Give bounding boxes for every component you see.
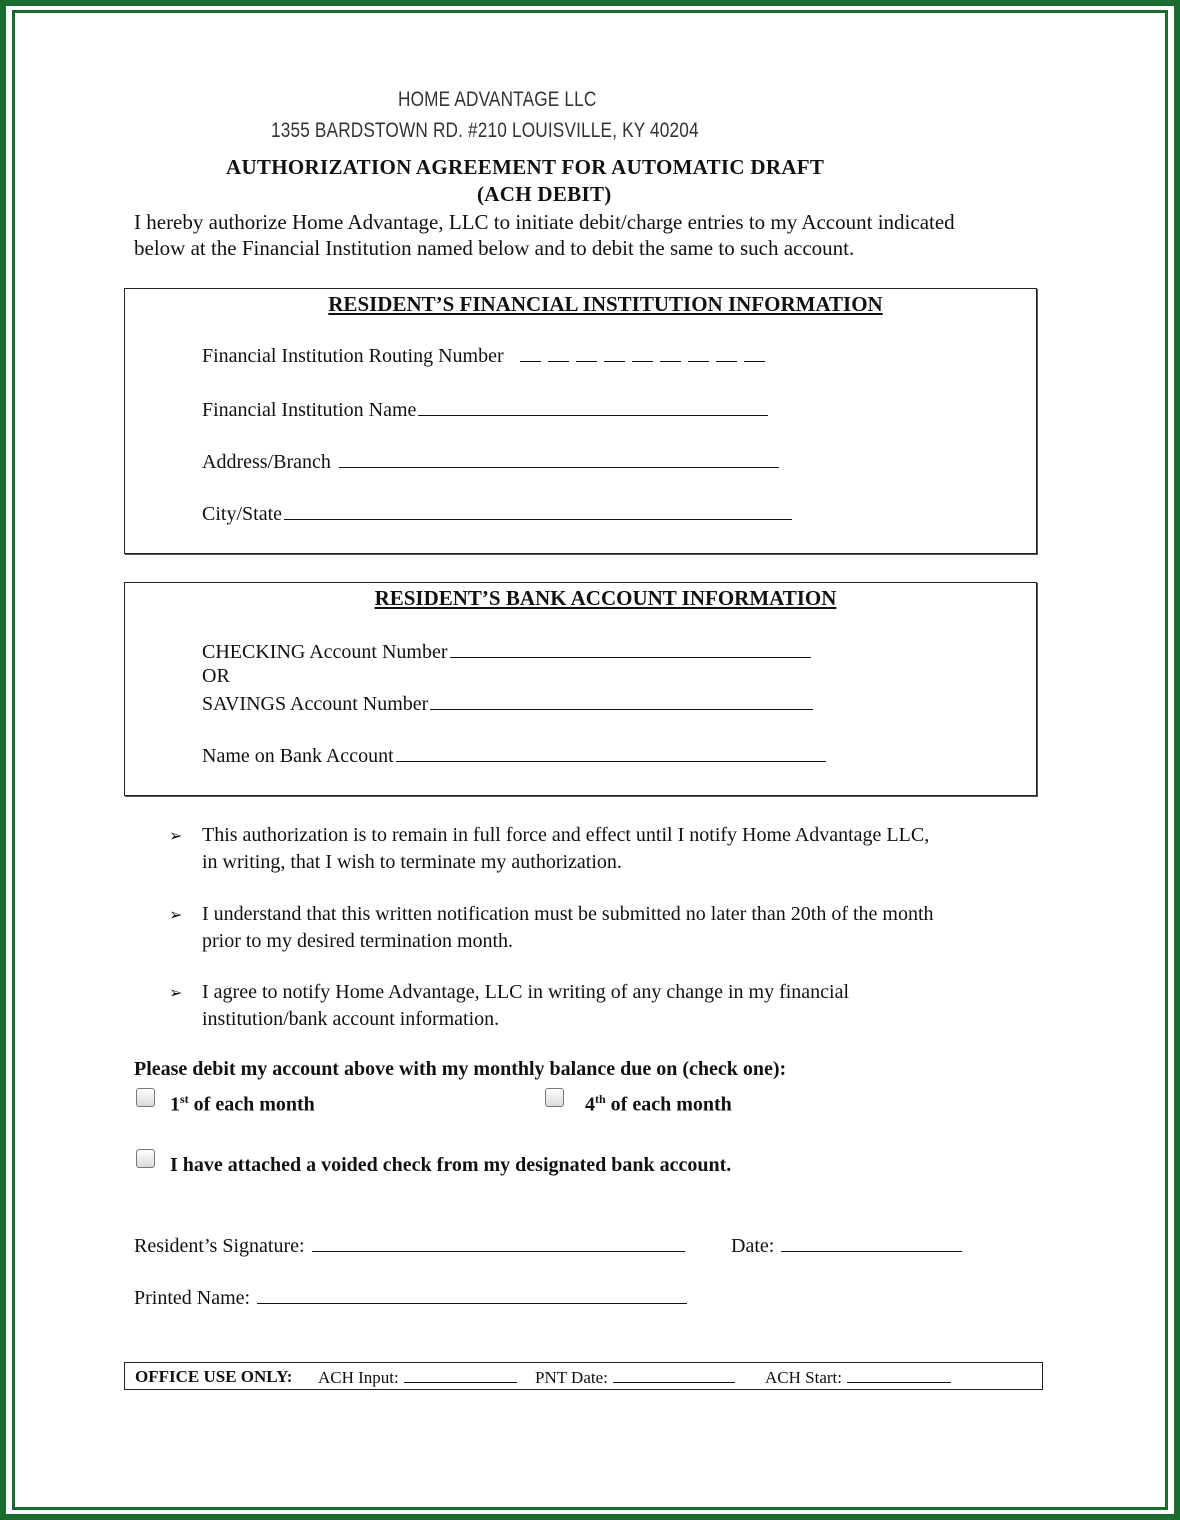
routing-digit-1[interactable] (520, 347, 541, 362)
name-on-account-label: Name on Bank Account (202, 745, 394, 767)
term-1-line-2: in writing, that I wish to terminate my authorization. (202, 851, 622, 873)
checking-account-label: CHECKING Account Number (202, 641, 448, 663)
signature-label: Resident’s Signature: (134, 1235, 305, 1257)
voided-check-label: I have attached a voided check from my designated bank account. (170, 1154, 732, 1176)
date-label: Date: (731, 1235, 775, 1257)
term-1-line-1: This authorization is to remain in full force and effect until I notify Home Advantage LLC, (202, 824, 930, 846)
routing-number-field[interactable] (202, 345, 772, 368)
office-use-label: OFFICE USE ONLY: (135, 1367, 293, 1386)
routing-digit-7[interactable] (688, 347, 709, 362)
city-state-label: City/State (202, 503, 282, 525)
ach-input-line[interactable] (404, 1367, 517, 1383)
term-item (202, 979, 849, 1033)
ach-input-field[interactable] (318, 1367, 517, 1388)
city-state-line[interactable] (284, 501, 792, 520)
savings-account-line[interactable] (430, 691, 813, 710)
ach-start-label: ACH Start: (765, 1368, 842, 1387)
signature-field[interactable] (134, 1233, 685, 1258)
first-of-month-number: 1 (170, 1093, 180, 1116)
routing-digit-6[interactable] (660, 347, 681, 362)
term-2-line-2: prior to my desired termination month. (202, 930, 514, 952)
ach-start-line[interactable] (847, 1367, 951, 1383)
first-of-month-label (170, 1092, 315, 1117)
name-on-account-line[interactable] (396, 743, 826, 762)
address-branch-field[interactable] (202, 449, 779, 474)
routing-number-label: Financial Institution Routing Number (202, 345, 504, 367)
voided-check-checkbox[interactable] (136, 1149, 155, 1168)
ach-input-label: ACH Input: (318, 1368, 399, 1387)
bank-account-section (124, 582, 1037, 796)
company-name: HOME ADVANTAGE LLC (398, 88, 597, 111)
pnt-date-line[interactable] (613, 1367, 735, 1383)
signature-line[interactable] (312, 1233, 685, 1252)
form-title: AUTHORIZATION AGREEMENT FOR AUTOMATIC DRAFT (226, 155, 825, 179)
routing-digit-2[interactable] (548, 347, 569, 362)
institution-name-label: Financial Institution Name (202, 399, 417, 421)
date-line[interactable] (781, 1233, 962, 1252)
date-field[interactable] (731, 1233, 962, 1258)
checking-account-field[interactable] (202, 639, 811, 664)
company-address: 1355 BARDSTOWN RD. #210 LOUISVILLE, KY 40204 (271, 119, 699, 142)
routing-digit-4[interactable] (604, 347, 625, 362)
routing-digit-3[interactable] (576, 347, 597, 362)
fourth-of-month-text: of each month (610, 1093, 732, 1116)
institution-name-field[interactable] (202, 397, 768, 422)
checking-account-line[interactable] (450, 639, 811, 658)
form-subtitle: (ACH DEBIT) (477, 182, 612, 206)
routing-digit-5[interactable] (632, 347, 653, 362)
financial-section-title: RESIDENT’S FINANCIAL INSTITUTION INFORMATION (328, 292, 883, 316)
arrow-bullet-icon: ➢ (169, 983, 183, 1002)
debit-prompt: Please debit my account above with my monthly balance due on (check one): (134, 1058, 787, 1080)
ach-start-field[interactable] (765, 1367, 951, 1388)
fourth-of-month-label (585, 1092, 732, 1117)
fourth-of-month-suffix: th (595, 1092, 606, 1106)
savings-account-label: SAVINGS Account Number (202, 693, 429, 715)
fourth-of-month-checkbox[interactable] (545, 1088, 564, 1107)
city-state-field[interactable] (202, 501, 792, 526)
routing-digit-8[interactable] (716, 347, 737, 362)
fourth-of-month-number: 4 (585, 1093, 595, 1116)
office-use-section (124, 1362, 1043, 1390)
arrow-bullet-icon: ➢ (169, 826, 183, 845)
address-branch-line[interactable] (339, 449, 779, 468)
first-of-month-checkbox[interactable] (136, 1088, 155, 1107)
address-branch-label: Address/Branch (202, 451, 331, 473)
institution-name-line[interactable] (418, 397, 768, 416)
pnt-date-label: PNT Date: (535, 1368, 608, 1387)
bank-section-title: RESIDENT’S BANK ACCOUNT INFORMATION (374, 586, 837, 610)
printed-name-field[interactable] (134, 1285, 687, 1310)
intro-line-1: I hereby authorize Home Advantage, LLC to initiate debit/charge entries to my Account indicated (134, 210, 955, 234)
term-item (202, 901, 934, 955)
printed-name-line[interactable] (257, 1285, 687, 1304)
term-3-line-2: institution/bank account information. (202, 1008, 500, 1030)
first-of-month-text: of each month (193, 1093, 315, 1116)
term-3-line-1: I agree to notify Home Advantage, LLC in writing of any change in my financial (202, 981, 850, 1003)
name-on-account-field[interactable] (202, 743, 826, 768)
arrow-bullet-icon: ➢ (169, 905, 183, 924)
pnt-date-field[interactable] (535, 1367, 735, 1388)
savings-account-field[interactable] (202, 691, 813, 716)
or-label: OR (202, 665, 230, 687)
term-2-line-1: I understand that this written notification must be submitted no later than 20th of the month (202, 903, 934, 925)
routing-digit-9[interactable] (744, 347, 765, 362)
intro-line-2: below at the Financial Institution named below and to debit the same to such account. (134, 236, 855, 260)
financial-institution-section (124, 288, 1037, 554)
printed-name-label: Printed Name: (134, 1287, 251, 1309)
first-of-month-suffix: st (180, 1092, 189, 1106)
term-item (202, 822, 929, 876)
